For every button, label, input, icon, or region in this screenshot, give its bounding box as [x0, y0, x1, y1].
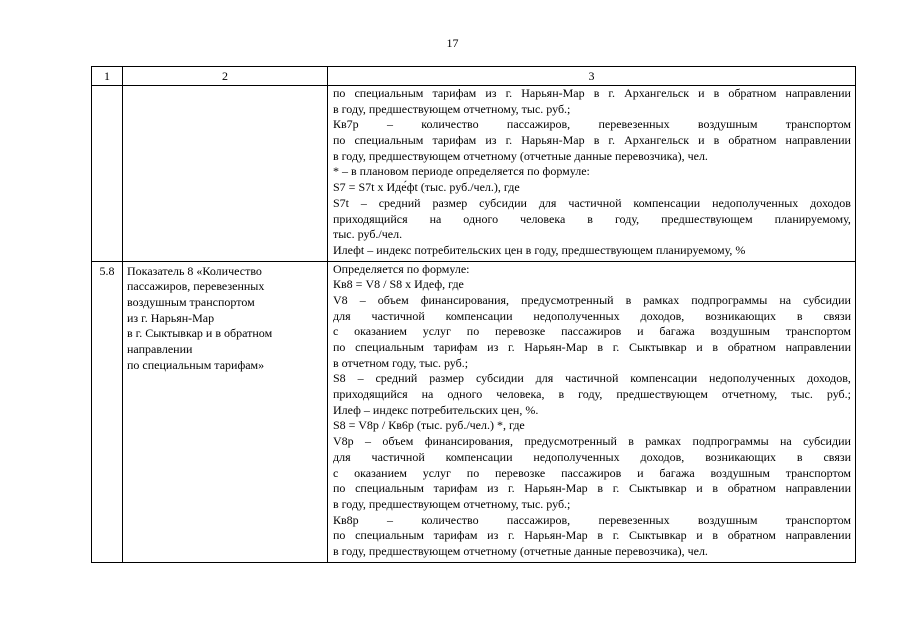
- text-line: в году, предшествующем отчетному, тыс. руб.;: [333, 101, 571, 116]
- text-line: V8р – объем финансирования, предусмотренный в рамках подпрограммы на субсидии: [333, 434, 851, 449]
- text-line: в отчетном году, тыс. руб.;: [333, 355, 469, 370]
- description-lines: [333, 262, 851, 560]
- page-number: 17: [446, 36, 459, 50]
- text-line: Кв8 = V8 / S8 х Идеф, где: [333, 277, 464, 292]
- text-line: Кв8р – количество пассажиров, перевезенных воздушным транспортом: [333, 512, 851, 527]
- name-line: по специальным тарифам»: [127, 357, 265, 372]
- text-line: Определяется по формуле:: [333, 261, 470, 276]
- table-row-continuation: [92, 86, 856, 262]
- indicator-name: [127, 264, 323, 374]
- name-line: воздушным транспортом: [127, 294, 255, 309]
- row-number-cell: [92, 86, 123, 262]
- text-line: в году, предшествующем отчетному (отчетные данные перевозчика), чел.: [333, 148, 708, 163]
- text-line: S8 = V8р / Кв6р (тыс. руб./чел.) *, где: [333, 418, 525, 433]
- text-line: тыс. руб./чел.: [333, 227, 403, 242]
- text-line: в году, предшествующем отчетному (отчетные данные перевозчика), чел.: [333, 543, 708, 558]
- description-lines: [333, 86, 851, 259]
- text-line: S8 – средний размер субсидии для частичной компенсации недополученных доходов,: [333, 371, 851, 386]
- text-line: V8 – объем финансирования, предусмотренный в рамках подпрограммы на субсидии: [333, 292, 851, 307]
- text-line: приходящийся на одного человека, в году, предшествующем отчетному, тыс. руб.;: [333, 387, 851, 402]
- name-line: направлении: [127, 342, 193, 357]
- text-line: по специальным тарифам из г. Нарьян-Мар в г. Сыктывкар и в обратном направлении: [333, 340, 851, 354]
- text-line: по специальным тарифам из г. Нарьян-Мар в г. Сыктывкар и в обратном направлении: [333, 528, 851, 543]
- name-line: пассажиров, перевезенных: [127, 279, 265, 294]
- name-line: Показатель 8 «Количество: [127, 263, 262, 278]
- text-line: приходящийся на одного человека в году, предшествующем планируемому,: [333, 211, 851, 226]
- header-col-3: 3: [328, 67, 856, 86]
- text-line: Кв7р – количество пассажиров, перевезенных воздушным транспортом: [333, 117, 851, 132]
- text-line: с оказанием услуг по перевозке пассажиров и багажа воздушным транспортом: [333, 324, 851, 339]
- text-line: Илефt – индекс потребительских цен в году, предшествующем планируемому, %: [333, 242, 746, 257]
- row-number-cell: 5.8: [92, 261, 123, 562]
- name-line: из г. Нарьян-Мар: [127, 310, 215, 325]
- text-line: по специальным тарифам из г. Нарьян-Мар в г. Архангельск и в обратном направлении: [333, 133, 851, 148]
- text-line: для частичной компенсации недополученных доходов, возникающих в связи: [333, 449, 851, 464]
- row-name-cell: [123, 86, 328, 262]
- indicator-table: [91, 66, 856, 563]
- text-line: по специальным тарифам из г. Нарьян-Мар в г. Сыктывкар и в обратном направлении: [333, 481, 851, 496]
- text-line: S7 = S7t х Иде́фt (тыс. руб./чел.), где: [333, 180, 520, 195]
- text-line: S7t – средний размер субсидии для частичной компенсации недополученных доходов: [333, 195, 851, 210]
- text-line: по специальным тарифам из г. Нарьян-Мар в г. Архангельск и в обратном направлении: [333, 86, 851, 100]
- row-description-cell: [328, 261, 856, 562]
- table-row-5-8: [92, 261, 856, 562]
- text-line: Илеф – индекс потребительских цен, %.: [333, 402, 539, 417]
- row-description-cell: [328, 86, 856, 262]
- text-line: для частичной компенсации недополученных доходов, возникающих в связи: [333, 308, 851, 323]
- header-col-1: 1: [92, 67, 123, 86]
- name-line: в г. Сыктывкар и в обратном: [127, 326, 273, 341]
- text-line: с оказанием услуг по перевозке пассажиров и багажа воздушным транспортом: [333, 465, 851, 480]
- text-line: в году, предшествующем отчетному, тыс. руб.;: [333, 496, 571, 511]
- table-header-row: [92, 67, 856, 86]
- row-name-cell: [123, 261, 328, 562]
- text-line: * – в плановом периоде определяется по формуле:: [333, 164, 590, 179]
- header-col-2: 2: [123, 67, 328, 86]
